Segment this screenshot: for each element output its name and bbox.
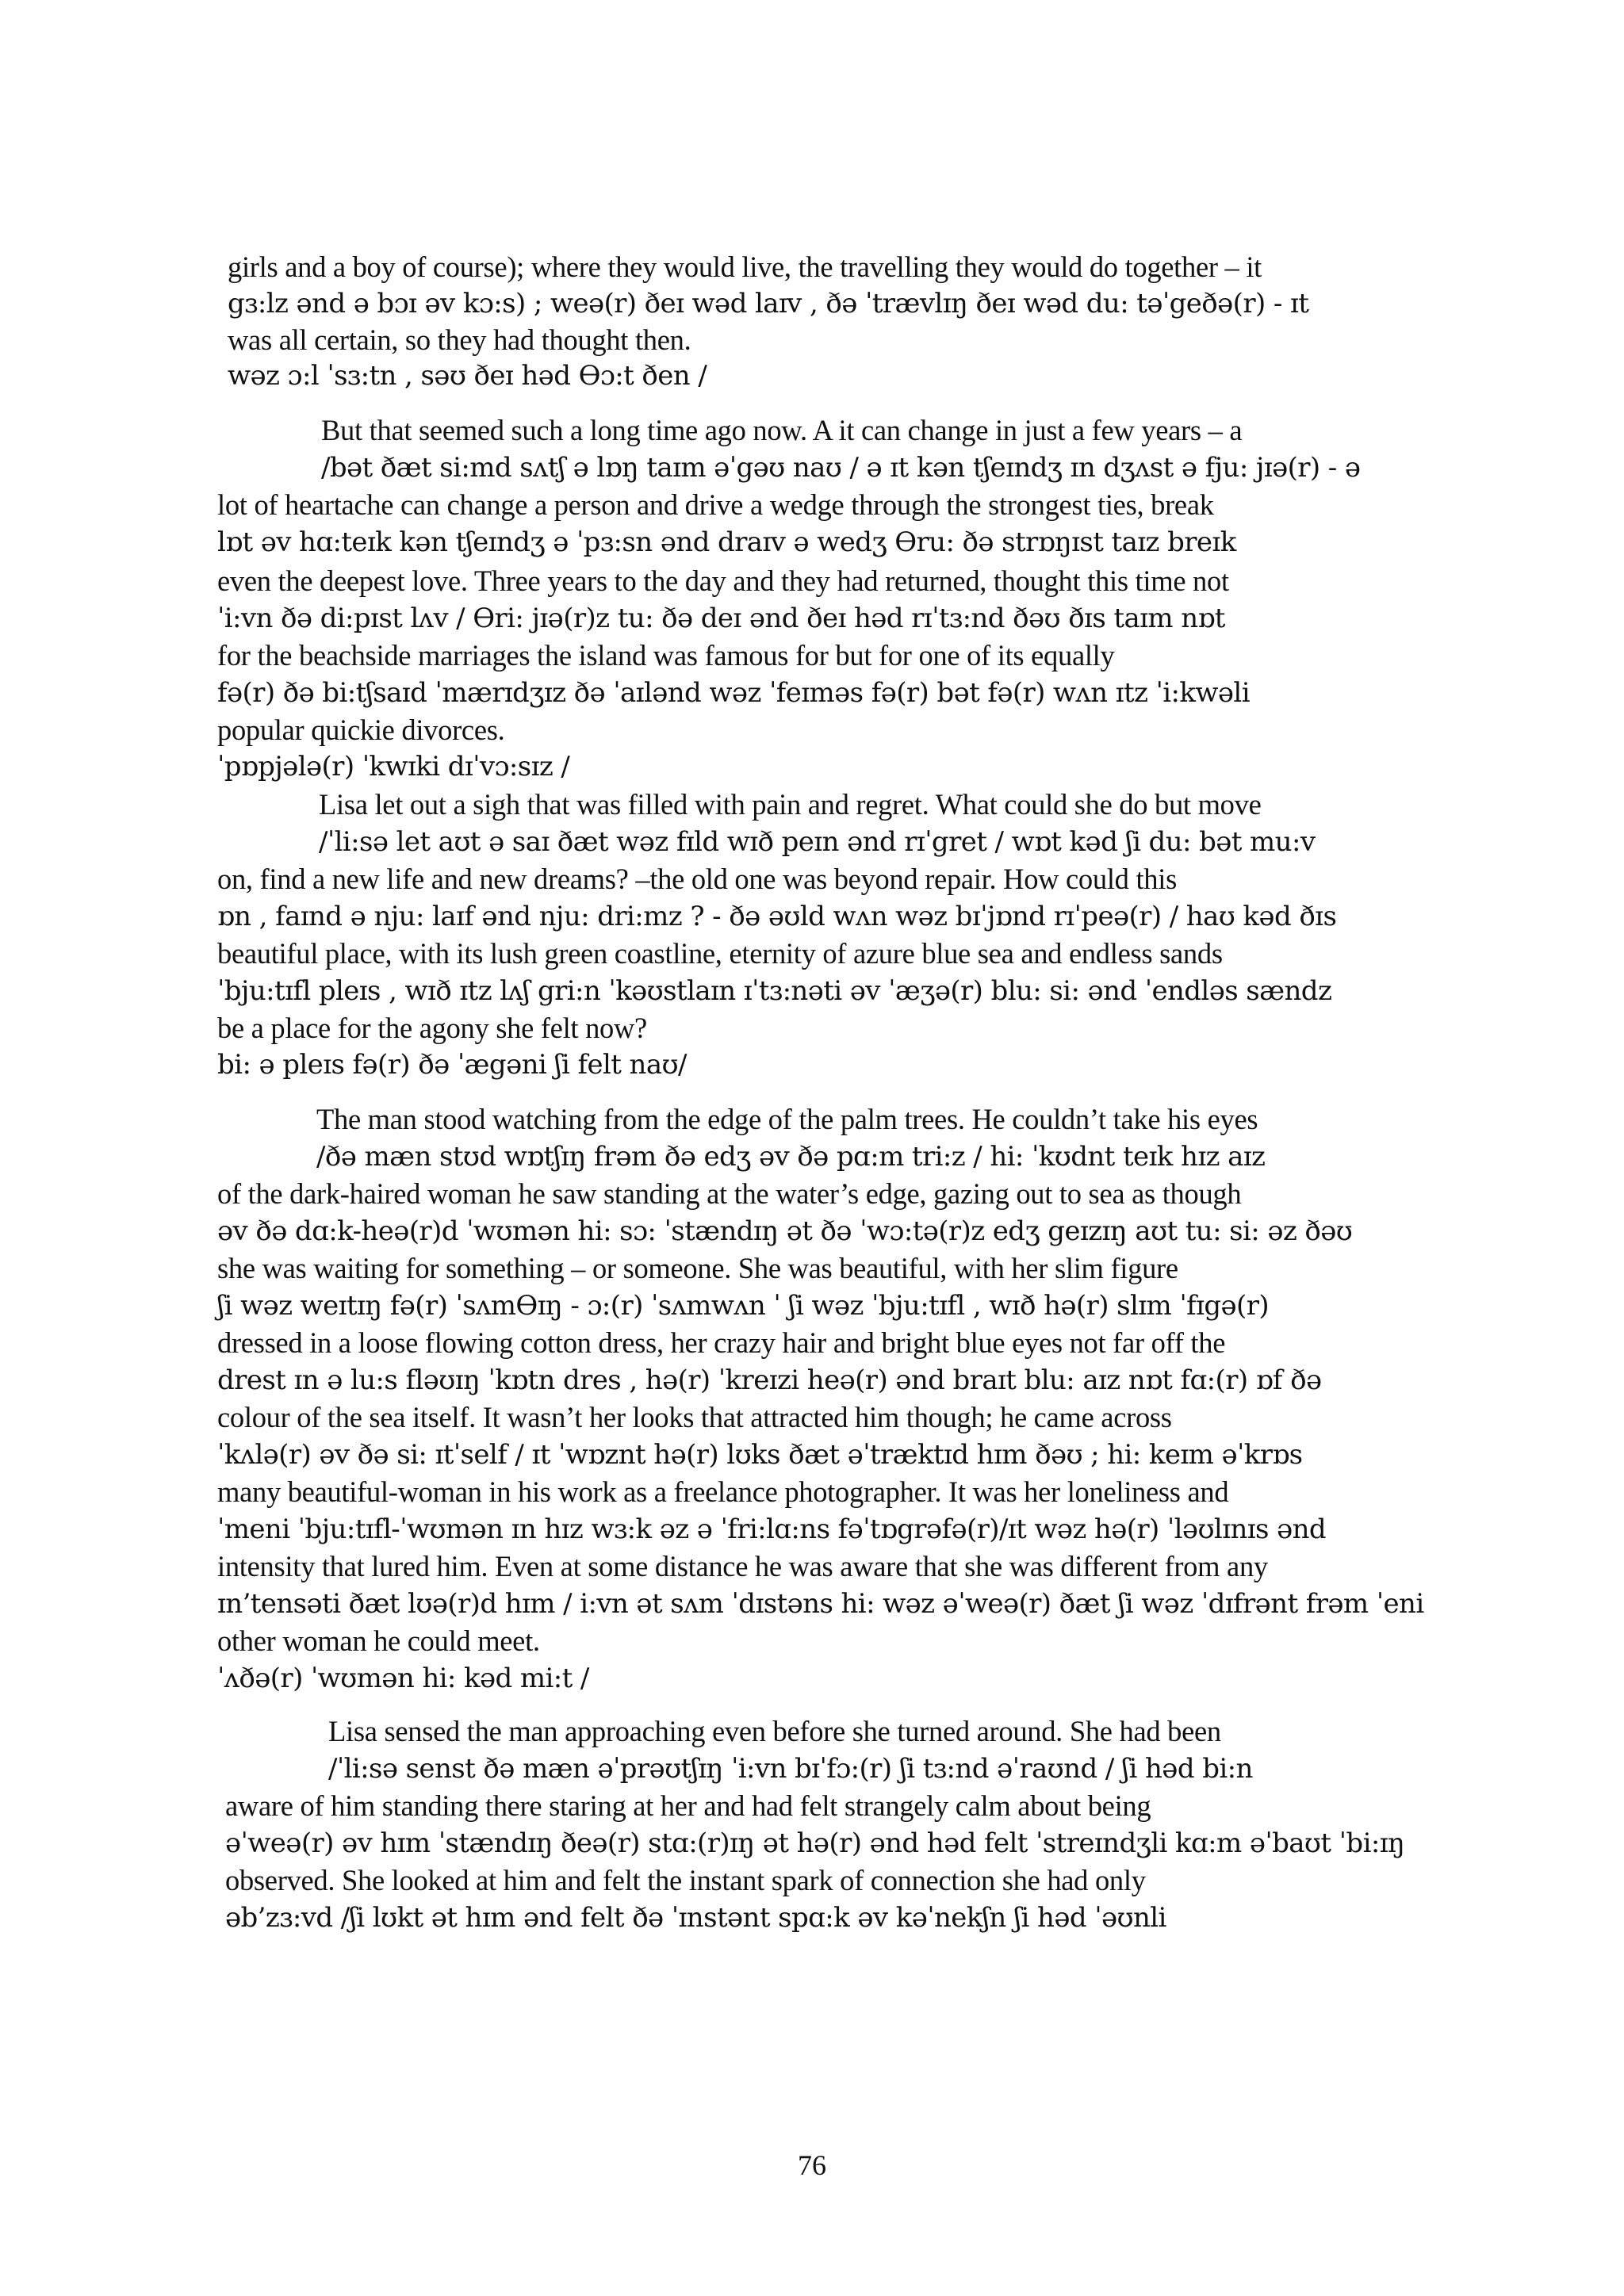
text-line: beautiful place, with its lush green coastline, eternity of azure blue sea and endless sands — [217, 937, 1223, 970]
ipa-line: /ˈli:sə senst ðə mæn əˈprəʊtʃɪŋ ˈi:vn bɪˈfɔ:(r) ʃi tɜ:nd əˈraʊnd / ʃi həd bi:n — [328, 1753, 1253, 1785]
ipa-line: əv ðə dɑ:k-heə(r)d ˈwʊmən hi: sɔ: ˈstændɪŋ ət ðə ˈwɔ:tə(r)z edʒ geɪzɪŋ aʊt tu: si: əz ðəʊ — [217, 1215, 1353, 1247]
ipa-line: ˈkʌlə(r) əv ðə si: ɪtˈself / ɪt ˈwɒznt hə(r) lʊks ðæt əˈtræktɪd hɪm ðəʊ ; hi: keɪm əˈkrɒs — [217, 1439, 1303, 1471]
ipa-line: ˈʌðə(r) ˈwʊmən hi: kəd mi:t / — [217, 1663, 589, 1694]
text-line: of the dark-haired woman he saw standing at the water’s edge, gazing out to sea as though — [217, 1177, 1242, 1210]
text-line: dressed in a loose flowing cotton dress, her crazy hair and bright blue eyes not far off the — [217, 1326, 1226, 1359]
page-number: 76 — [798, 2149, 826, 2181]
ipa-line: /ˈli:sə let aʊt ə saɪ ðæt wəz fɪld wɪð peɪn ənd rɪˈgret / wɒt kəd ʃi du: bət mu:v — [319, 826, 1316, 858]
text-line: was all certain, so they had thought then. — [228, 323, 691, 356]
text-line: she was waiting for something – or someone. She was beautiful, with her slim figure — [217, 1252, 1178, 1284]
text-line: Lisa let out a sigh that was filled with pain and regret. What could she do but move — [319, 788, 1262, 821]
text-line: popular quickie divorces. — [217, 714, 505, 746]
text-line: for the beachside marriages the island was famous for but for one of its equally — [217, 639, 1115, 672]
text-line: be a place for the agony she felt now? — [217, 1012, 647, 1044]
ipa-line: əˈweə(r) əv hɪm ˈstændɪŋ ðeə(r) stɑ:(r)ɪŋ ət hə(r) ənd həd felt ˈstreɪndʒli kɑ:m əˈbaʊt ˈbi:ɪŋ — [225, 1827, 1405, 1859]
ipa-line: ˈpɒpjələ(r) ˈkwɪki dɪˈvɔ:sɪz / — [217, 751, 570, 783]
ipa-line: ʃi wəz weɪtɪŋ fə(r) ˈsʌmƟɪŋ - ɔ:(r) ˈsʌmwʌn ˈ ʃi wəz ˈbju:tɪfl , wɪð hə(r) slɪm ˈfɪgə(r) — [217, 1290, 1270, 1322]
text-line: The man stood watching from the edge of the palm trees. He couldn’t take his eyes — [316, 1103, 1258, 1135]
text-line: colour of the sea itself. It wasn’t her looks that attracted him though; he came across — [217, 1401, 1172, 1433]
text-line: even the deepest love. Three years to the day and they had returned, thought this time not — [217, 564, 1229, 597]
text-line: Lisa sensed the man approaching even before she turned around. She had been — [328, 1715, 1221, 1747]
ipa-line: /ðə mæn stʊd wɒtʃɪŋ frəm ðə edʒ əv ðə pɑ:m tri:z / hi: ˈkʊdnt teɪk hɪz aɪz — [316, 1141, 1266, 1173]
ipa-line: fə(r) ðə bi:tʃsaɪd ˈmærɪdʒɪz ðə ˈaɪlənd wəz ˈfeɪməs fə(r) bət fə(r) wʌn ɪtz ˈi:kwəli — [217, 677, 1250, 709]
text-line: other woman he could meet. — [217, 1624, 540, 1657]
ipa-line: wəz ɔ:l ˈsɜ:tn , səʊ ðeɪ həd Ɵɔ:t ðen / — [228, 360, 707, 392]
ipa-line: ɪn’tensəti ðæt lʊə(r)d hɪm / i:vn ət sʌm ˈdɪstəns hi: wəz əˈweə(r) ðæt ʃi wəz ˈdɪfrənt frəm ˈeni — [217, 1588, 1424, 1620]
ipa-line: gɜ:lz ənd ə bɔɪ əv kɔ:s) ; weə(r) ðeɪ wəd laɪv , ðə ˈtrævlɪŋ ðeɪ wəd du: təˈgeðə(r) - ɪt — [228, 288, 1309, 320]
text-line: on, find a new life and new dreams? –the old one was beyond repair. How could this — [217, 863, 1177, 895]
ipa-line: ˈi:vn ðə di:pɪst lʌv / Ɵri: jɪə(r)z tu: ðə deɪ ənd ðeɪ həd rɪˈtɜ:nd ðəʊ ðɪs taɪm nɒt — [217, 603, 1225, 634]
text-line: intensity that lured him. Even at some distance he was aware that she was different from any — [217, 1550, 1268, 1582]
ipa-line: ɒn , faɪnd ə nju: laɪf ənd nju: dri:mz ? - ðə əʊld wʌn wəz bɪˈjɒnd rɪˈpeə(r) / haʊ kəd ðɪs — [217, 901, 1337, 932]
ipa-line: əb’zɜ:vd /ʃi lʊkt ət hɪm ənd felt ðə ˈɪnstənt spɑ:k əv kəˈnekʃn ʃi həd ˈəʊnli — [225, 1902, 1166, 1934]
text-line: lot of heartache can change a person and drive a wedge through the strongest ties, break — [217, 488, 1214, 521]
ipa-line: ˈbju:tɪfl pleɪs , wɪð ɪtz lʌʃ gri:n ˈkəʊstlaɪn ɪˈtɜ:nəti əv ˈæʒə(r) blu: si: ənd ˈendləs sændz — [217, 975, 1332, 1007]
text-line: girls and a boy of course); where they would live, the travelling they would do together – it — [228, 251, 1262, 283]
ipa-line: drest ɪn ə lu:s fləʊɪŋ ˈkɒtn dres , hə(r) ˈkreɪzi heə(r) ənd braɪt blu: aɪz nɒt fɑ:(r) ɒf ðə — [217, 1364, 1322, 1396]
text-line: many beautiful-woman in his work as a freelance photographer. It was her loneliness and — [217, 1475, 1229, 1508]
ipa-line: ˈmeni ˈbju:tɪfl-ˈwʊmən ɪn hɪz wɜ:k əz ə ˈfri:lɑ:ns fəˈtɒgrəfə(r)/ɪt wəz hə(r) ˈləʊlɪnɪs ənd — [217, 1513, 1327, 1545]
ipa-line: bi: ə pleɪs fə(r) ðə ˈægəni ʃi felt naʊ/ — [217, 1049, 687, 1081]
text-line: observed. She looked at him and felt the instant spark of connection she had only — [225, 1864, 1146, 1896]
text-line: aware of him standing there staring at her and had felt strangely calm about being — [225, 1789, 1151, 1822]
ipa-line: lɒt əv hɑ:teɪk kən tʃeɪndʒ ə ˈpɜ:sn ənd draɪv ə wedʒ Ɵru: ðə strɒŋɪst taɪz breɪk — [217, 526, 1236, 558]
ipa-line: /bət ðæt si:md sʌtʃ ə lɒŋ taɪm əˈgəʊ naʊ / ə ɪt kən tʃeɪndʒ ɪn dʒʌst ə fju: jɪə(r) - ə — [321, 452, 1361, 484]
text-line: But that seemed such a long time ago now. A it can change in just a few years – a — [321, 414, 1243, 446]
